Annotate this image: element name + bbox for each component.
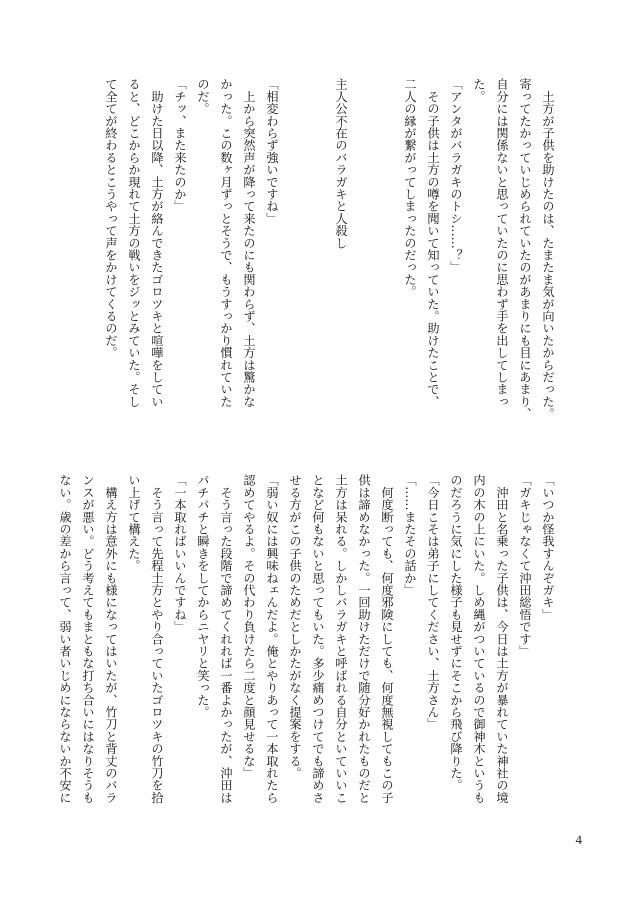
bottom-section-line: せる方がこの子供のためだとしかたがなく提案をする。 <box>288 474 302 779</box>
bottom-section-line: そう言って先程土方とやり合っていたゴロツキの竹刀を拾 <box>150 474 164 804</box>
bottom-text-block <box>53 474 559 832</box>
top-section-line: 「チッ、また来たのか」 <box>173 78 187 213</box>
bottom-section-line: 「一本取ればいいんですね」 <box>173 474 187 633</box>
top-section-line: その子供は土方の噂を聞いて知っていた。助けたことで、 <box>426 78 440 408</box>
top-section-line: 主人公不在のバラガキと人殺し <box>334 78 348 249</box>
bottom-section-line: 「ガキじゃなくて沖田総悟です」 <box>518 474 532 657</box>
bottom-section-line: 内の木の上にいた。しめ縄がついているので御神木というも <box>472 474 486 804</box>
top-section-line: 寄ってたかっていじめられていたのがあまりにも目にあまり、 <box>518 78 532 420</box>
bottom-section-line: い上げて構えた。 <box>127 474 141 572</box>
top-section-line: て全てが終わるとこうやって声をかけてくるのだ。 <box>104 78 118 359</box>
top-section-line: 上から突然声が降って来たのにも関わらず、土方は驚かな <box>242 78 256 408</box>
top-section-line: た。 <box>472 78 486 103</box>
top-section-line: ると、どこからか現れて土方の戦いをジッとみていた。そし <box>127 78 141 408</box>
bottom-section-line: 「今日こそは弟子にしてください、土方さん」 <box>426 474 440 731</box>
bottom-section-line: 供は諦めなかった。一回助けただけで随分好かれたものだと <box>357 474 371 804</box>
top-text-block <box>99 78 559 436</box>
bottom-section-line: 何度断っても、何度邪険にしても、何度無視してもこの子 <box>380 474 394 804</box>
bottom-section-line: 沖田と名乗った子供は、今日は土方が暴れていた神社の境 <box>495 474 509 804</box>
bottom-section-line: 「いつか怪我すんぞガキ」 <box>541 474 555 621</box>
bottom-section-line: ない。歳の差から言って、弱い者いじめにならないか不安に <box>58 474 72 804</box>
bottom-section-line: パチパチと瞬きをしてからニヤリと笑った。 <box>196 474 210 718</box>
bottom-section-line: そう言った段階で諦めてくれれば一番よかったが、沖田は <box>219 474 233 804</box>
top-section-line: 「アンタがバラガキのトシ……？」 <box>449 78 463 274</box>
bottom-section-line: 認めてやるよ。その代わり負けたら二度と顔見せるな」 <box>242 474 256 779</box>
bottom-section-line: 「……またその話か」 <box>403 474 417 596</box>
top-section-line <box>283 78 306 436</box>
bottom-section-line: となど何もないと思ってもいた。多少痛めつけてでも諦めさ <box>311 474 325 804</box>
top-section-line: 自分には関係ないと思っていたのに思わず手を出してしまっ <box>495 78 509 408</box>
top-section-line: 助けた日以降、土方が絡んできたゴロツキと喧嘩をしてい <box>150 78 164 408</box>
top-section-line <box>306 78 329 436</box>
bottom-section-line: 「弱い奴には興味ねェんだよ。俺とやりあって一本取れたら <box>265 474 279 804</box>
bottom-section-line: のだろうに気にした様子も見せずにそこから飛び降りた。 <box>449 474 463 792</box>
top-section-line: のだ。 <box>196 78 210 115</box>
top-section-line: 二人の縁が繋がってしまったのだった。 <box>403 78 417 298</box>
top-section-line: 「相変わらず強いですね」 <box>265 78 279 225</box>
top-section-line <box>375 78 398 436</box>
bottom-section-line: 構え方は意外にも様になってはいたが、竹刀と背丈のバラ <box>104 474 118 804</box>
bottom-section-line: 土方は呆れる。しかしバラガキと呼ばれる自分といていいこ <box>334 474 348 804</box>
bottom-section-line: ンスが悪い。どう考えてもまともな打ち合いにはなりそうも <box>81 474 95 804</box>
top-section-line <box>352 78 375 436</box>
top-section-line: かった。この数ヶ月ずっとそうで、もうすっかり慣れていた <box>219 78 233 408</box>
page-number: 4 <box>575 832 582 847</box>
top-section-line: 土方が子供を助けたのは、たまたま気が向いたからだった。 <box>541 78 555 420</box>
